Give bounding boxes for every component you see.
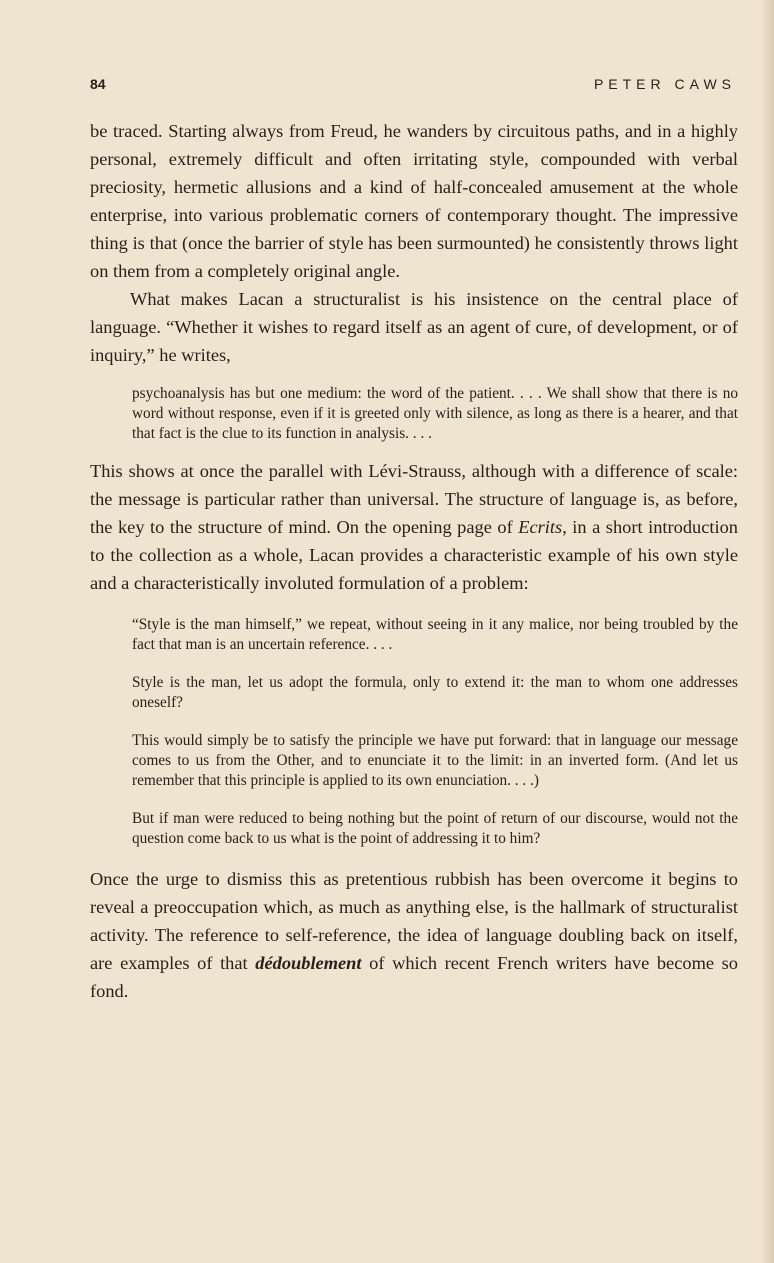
paragraph-2: What makes Lacan a structuralist is his insistence on the central place of language. “Whether it wishes to regard itself as an agent of cure, of development, or of inquiry,” he writes, [90,289,738,365]
quote-2-para-2: Style is the man, let us adopt the formula, only to extend it: the man to whom one addresses oneself? [132,674,738,711]
block-quote-2 [132,615,738,849]
quote-2-para-4: But if man were reduced to being nothing but the point of return of our discourse, would not the question come back to us what is the point of addressing it to him? [132,810,738,847]
paragraph-4-text-a: Once the urge to dismiss this as pretentious rubbish has been overcome it begins to reveal a preoccupation which, as much as anything else, is the hallmark of structuralist activity. The reference to self-reference, the idea of language doubling back on itself, are examples of that [90,869,738,973]
paragraph-3-text-a: This shows at once the parallel with Lévi-Strauss, although with a difference of scale: the message is particular rather than universal. The structure of language is, as before, the key to the structure of mind. On the opening page of [90,461,738,537]
paragraph-3-text-b: , in a short introduction to the collection as a whole, Lacan provides a characteristic example of his own style and a characteristically involuted formulation of a problem: [90,517,738,593]
running-head: PETER CAWS [593,76,736,92]
paragraph-4 [90,865,738,1005]
quote-1-text: psychoanalysis has but one medium: the word of the patient. . . . We shall show that there is no word without response, even if it is greeted only with silence, as long as there is a hearer, and that that fact is the clue to its function in analysis. . . . [132,385,738,442]
paragraph-1: be traced. Starting always from Freud, he wanders by circuitous paths, and in a highly personal, extremely difficult and often irritating style, compounded with verbal preciosity, hermetic allusions and a kind of half-concealed amusement at the whole enterprise, into various problematic corners of contemporary thought. The impressive thing is that (once the barrier of style has been surmounted) he consistently throws light on them from a completely original angle. [90,121,738,281]
book-title-ecrits: Ecrits [518,517,563,537]
page-header [90,76,736,98]
quote-2-para-1: “Style is the man himself,” we repeat, without seeing in it any malice, nor being troubled by the fact that man is an uncertain reference. . . . [132,616,738,653]
page-body [90,117,738,1005]
page-number: 84 [90,76,106,92]
term-dedoublement: dédoublement [255,953,362,973]
paragraph-4-text-b: of which recent French writers have become so fond. [90,953,739,1001]
block-quote-1 [132,384,738,444]
paragraph-3 [90,457,738,597]
page-edge-shadow [760,0,774,1263]
quote-2-para-3: This would simply be to satisfy the principle we have put forward: that in language our message comes to us from the Other, and to enunciate it to the limit: in an inverted form. (And let us remember that this principle is applied to its own enunciation. . . .) [132,732,738,789]
